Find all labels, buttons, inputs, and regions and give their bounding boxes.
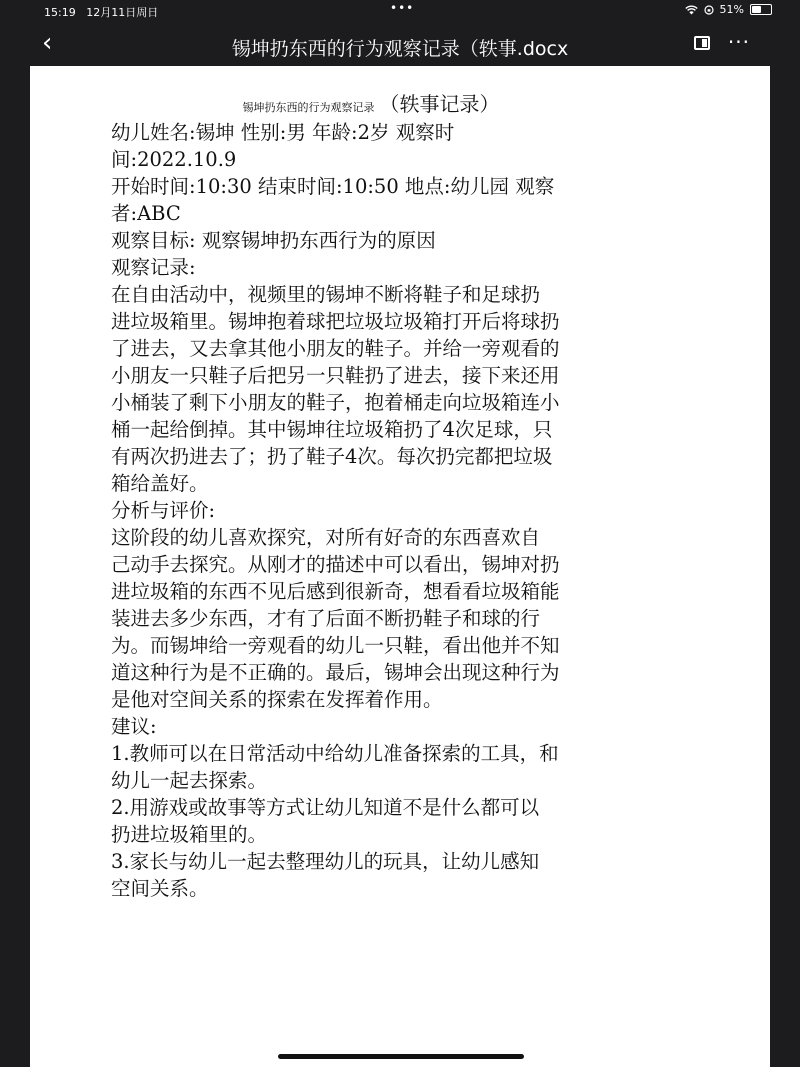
status-time: 15:19: [44, 6, 76, 19]
status-date: 12月11日周日: [86, 6, 159, 19]
document-line: 空间关系。: [111, 877, 209, 900]
document-line: 3.家长与幼儿一起去整理幼儿的玩具，让幼儿感知: [111, 850, 540, 873]
document-line: 己动手去探究。从刚才的描述中可以看出，锡坤对扔: [111, 553, 560, 576]
home-indicator[interactable]: [278, 1054, 524, 1059]
status-bar: [0, 0, 800, 22]
document-line: 进垃圾箱里。锡坤抱着球把垃圾垃圾箱打开后将球扔: [111, 310, 560, 333]
more-options-icon[interactable]: ···: [727, 30, 750, 54]
back-chevron-icon[interactable]: ‹: [42, 28, 53, 58]
document-line: 1.教师可以在日常活动中给幼儿准备探索的工具，和: [111, 742, 559, 765]
document-line: 扔进垃圾箱里的。: [111, 823, 268, 846]
document-line: 为。而锡坤给一旁观看的幼儿一只鞋，看出他并不知: [111, 634, 560, 657]
document-line: 观察记录:: [111, 256, 196, 279]
document-filename: 锡坤扔东西的行为观察记录（轶事.docx: [231, 38, 569, 60]
document-text: [111, 119, 631, 902]
document-line: 间:2022.10.9: [111, 148, 237, 171]
document-line: 在自由活动中，视频里的锡坤不断将鞋子和足球扔: [111, 283, 541, 306]
battery-percent: 51%: [719, 3, 744, 16]
document-title-suffix: （轶事记录）: [379, 92, 500, 116]
document-line: 进垃圾箱的东西不见后感到很新奇，想看看垃圾箱能: [111, 580, 560, 603]
document-line: 箱给盖好。: [111, 472, 209, 495]
document-body: [111, 88, 631, 902]
status-time-date: [44, 4, 158, 20]
document-line: 是他对空间关系的探索在发挥着作用。: [111, 688, 443, 711]
document-line: 2.用游戏或故事等方式让幼儿知道不是什么都可以: [111, 796, 540, 819]
document-line: 小朋友一只鞋子后把另一只鞋扔了进去，接下来还用: [111, 364, 560, 387]
document-line: 装进去多少东西，才有了后面不断扔鞋子和球的行: [111, 607, 541, 630]
document-line: 小桶装了剩下小朋友的鞋子，抱着桶走向垃圾箱连小: [111, 391, 560, 414]
document-line: 幼儿姓名:锡坤 性别:男 年龄:2岁 观察时: [111, 121, 455, 144]
document-line: 者:ABC: [111, 202, 181, 225]
battery-icon: [750, 4, 772, 15]
document-line: 观察目标: 观察锡坤扔东西行为的原因: [111, 229, 436, 252]
document-title-main: 锡坤扔东西的行为观察记录: [242, 101, 375, 114]
reading-mode-icon[interactable]: [694, 36, 710, 50]
document-line: 有两次扔进去了；扔了鞋子4次。每次扔完都把垃圾: [111, 445, 553, 468]
document-line: 道这种行为是不正确的。最后，锡坤会出现这种行为: [111, 661, 560, 684]
document-line: 开始时间:10:30 结束时间:10:50 地点:幼儿园 观察: [111, 175, 555, 198]
document-line: 桶一起给倒掉。其中锡坤往垃圾箱扔了4次足球，只: [111, 418, 553, 441]
multitasking-dots[interactable]: •••: [390, 1, 415, 15]
wifi-icon: [685, 5, 698, 15]
status-right: [685, 3, 772, 16]
document-line: 这阶段的幼儿喜欢探究，对所有好奇的东西喜欢自: [111, 526, 541, 549]
document-line: 分析与评价:: [111, 499, 216, 522]
nav-bar: [30, 22, 770, 66]
battery-level-fill: [752, 6, 761, 13]
document-line: 建议:: [111, 715, 157, 738]
orientation-lock-icon: [704, 5, 714, 15]
document-line: 了进去，又去拿其他小朋友的鞋子。并给一旁观看的: [111, 337, 560, 360]
document-line: 幼儿一起去探索。: [111, 769, 268, 792]
document-title: [111, 88, 631, 117]
